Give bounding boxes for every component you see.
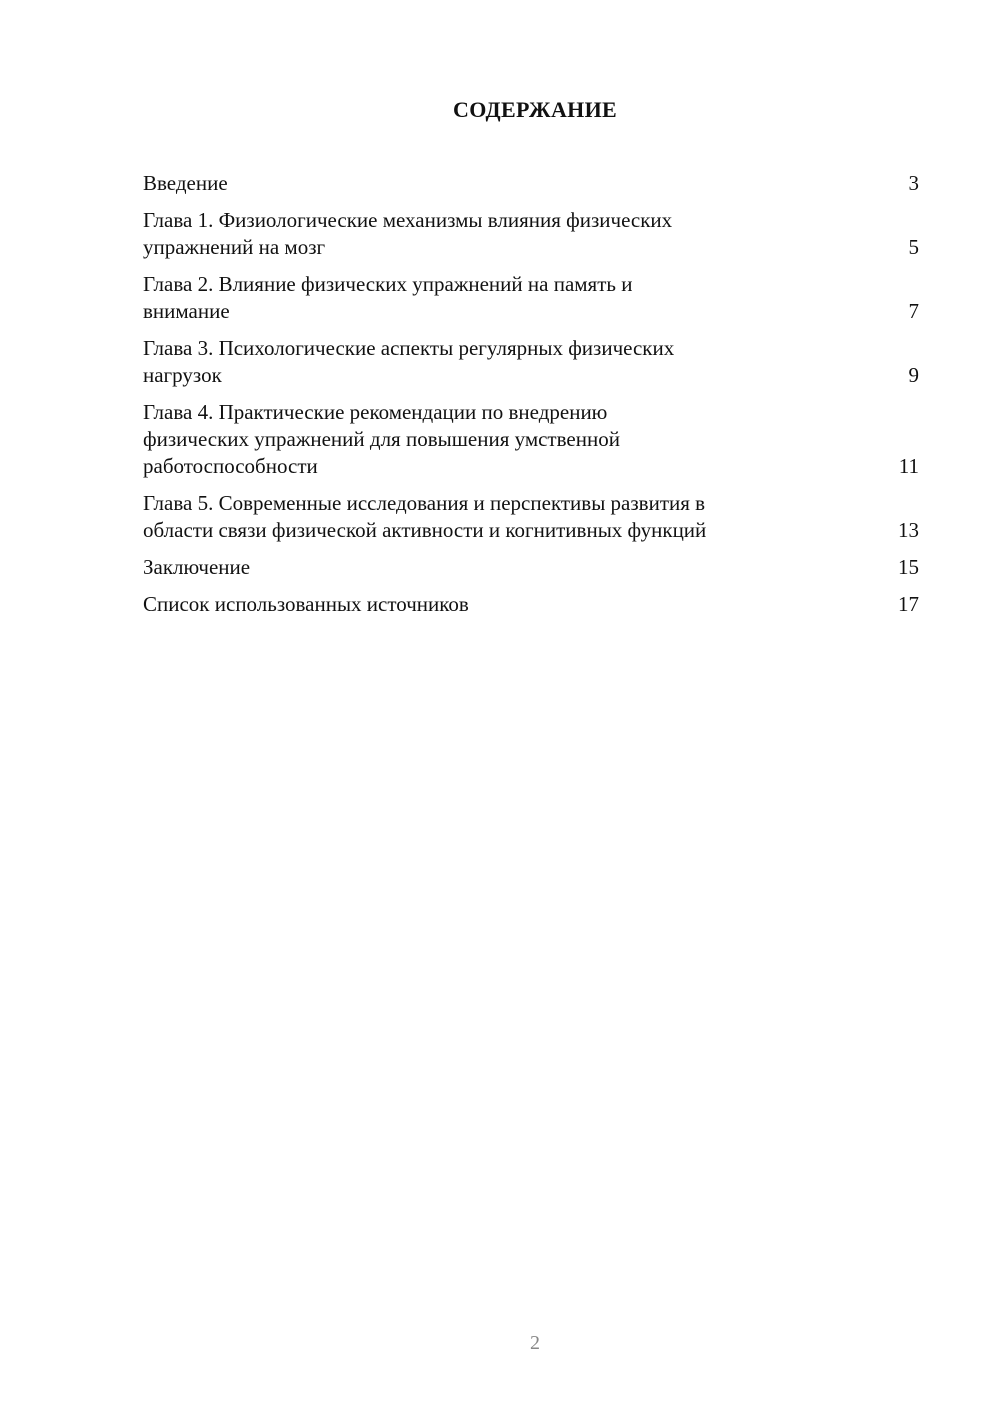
toc-item-page: 15 [898, 555, 919, 579]
toc-item-chapter-3 [143, 335, 919, 389]
table-of-contents [143, 170, 919, 628]
toc-item-label: Глава 3. Психологические аспекты регулярных физических нагрузок [143, 336, 675, 387]
toc-item-page: 3 [908, 171, 919, 195]
toc-item-chapter-2 [143, 271, 919, 325]
toc-item-chapter-5 [143, 490, 919, 544]
toc-item-label: Глава 5. Современные исследования и перспективы развития в области связи физической активности и когнитивных функций [143, 491, 707, 542]
toc-item-page: 5 [908, 235, 919, 259]
toc-item-label: Глава 2. Влияние физических упражнений на память и внимание [143, 272, 633, 323]
toc-item-references [143, 591, 919, 618]
toc-item-page: 17 [898, 592, 919, 616]
toc-item-label: Глава 1. Физиологические механизмы влияния физических упражнений на мозг [143, 208, 673, 259]
toc-item-label: Список использованных источников [143, 592, 469, 616]
toc-item-chapter-1 [143, 207, 919, 261]
toc-item-chapter-4 [143, 399, 919, 480]
toc-item-label: Глава 4. Практические рекомендации по внедрению физических упражнений для повышения умственной работоспособности [143, 400, 620, 478]
toc-item-introduction [143, 170, 919, 197]
toc-item-label: Заключение [143, 555, 251, 579]
toc-item-page: 13 [898, 518, 919, 542]
toc-item-label: Введение [143, 171, 228, 195]
page-number: 2 [530, 1332, 540, 1354]
toc-item-page: 9 [908, 363, 919, 387]
toc-item-conclusion [143, 554, 919, 581]
toc-item-page: 11 [898, 454, 919, 478]
page-title: СОДЕРЖАНИЕ [453, 97, 617, 122]
toc-item-page: 7 [908, 299, 919, 323]
